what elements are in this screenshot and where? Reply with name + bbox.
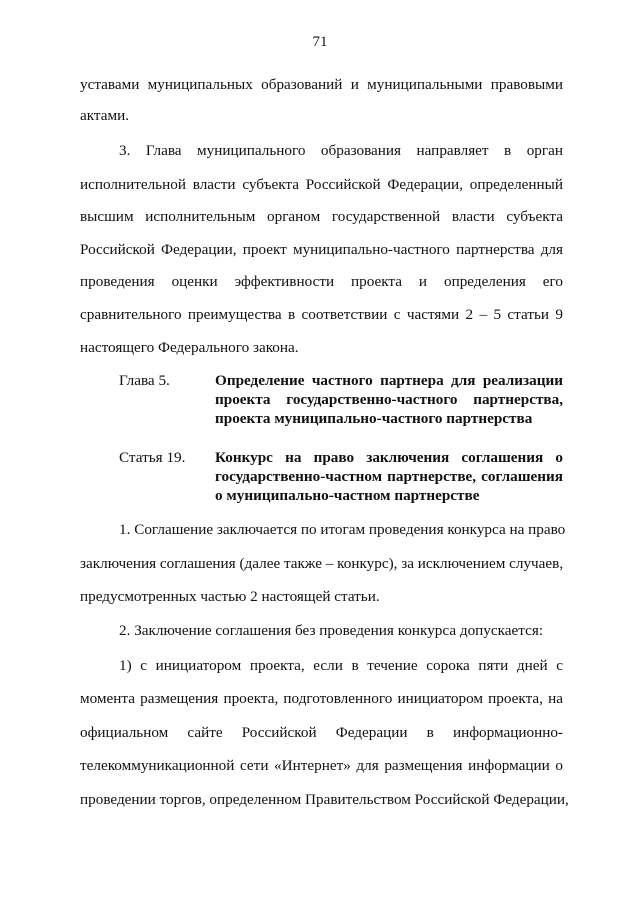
paragraph-line: высшим исполнительным органом государственной власти субъекта <box>80 208 563 225</box>
paragraph-line: предусмотренных частью 2 настоящей статьи. <box>80 588 380 605</box>
paragraph-line: 3. Глава муниципального образования направляет в орган <box>119 142 563 159</box>
chapter-title-line: проекта муниципально-частного партнерства <box>215 410 533 427</box>
paragraph-line: исполнительной власти субъекта Российской Федерации, определенный <box>80 176 563 193</box>
chapter-title-line: Определение частного партнера для реализации <box>215 372 563 389</box>
paragraph-line: 2. Заключение соглашения без проведения конкурса допускается: <box>119 622 544 639</box>
paragraph-line: 1. Соглашение заключается по итогам проведения конкурса на право <box>119 521 566 538</box>
paragraph-line: сравнительного преимущества в соответствии с частями 2 – 5 статьи 9 <box>80 306 563 323</box>
paragraph-line: момента размещения проекта, подготовленного инициатором проекта, на <box>80 690 563 707</box>
chapter-title-line: проекта государственно-частного партнерства, <box>215 391 563 408</box>
paragraph-line: телекоммуникационной сети «Интернет» для размещения информации о <box>80 757 563 774</box>
article-label: Статья 19. <box>119 449 186 466</box>
paragraph-line: проведении торгов, определенном Правительством Российской Федерации, <box>80 791 569 808</box>
paragraph-line: заключения соглашения (далее также – конкурс), за исключением случаев, <box>80 555 564 572</box>
article-title-line: государственно-частном партнерстве, соглашения <box>215 468 563 485</box>
article-title-line: Конкурс на право заключения соглашения о <box>215 449 563 466</box>
chapter-label: Глава 5. <box>119 372 170 389</box>
paragraph-line: актами. <box>80 107 130 124</box>
paragraph-line: уставами муниципальных образований и муниципальными правовыми <box>80 76 563 93</box>
paragraph-line: настоящего Федерального закона. <box>80 339 299 356</box>
paragraph-line: 1) с инициатором проекта, если в течение сорока пяти дней с <box>119 657 563 674</box>
paragraph-line: проведения оценки эффективности проекта и определения его <box>80 273 563 290</box>
paragraph-line: официальном сайте Российской Федерации в информационно- <box>80 724 563 741</box>
paragraph-line: Российской Федерации, проект муниципально-частного партнерства для <box>80 241 563 258</box>
article-title-line: о муниципально-частном партнерстве <box>215 487 480 504</box>
page-number: 71 <box>312 34 328 50</box>
